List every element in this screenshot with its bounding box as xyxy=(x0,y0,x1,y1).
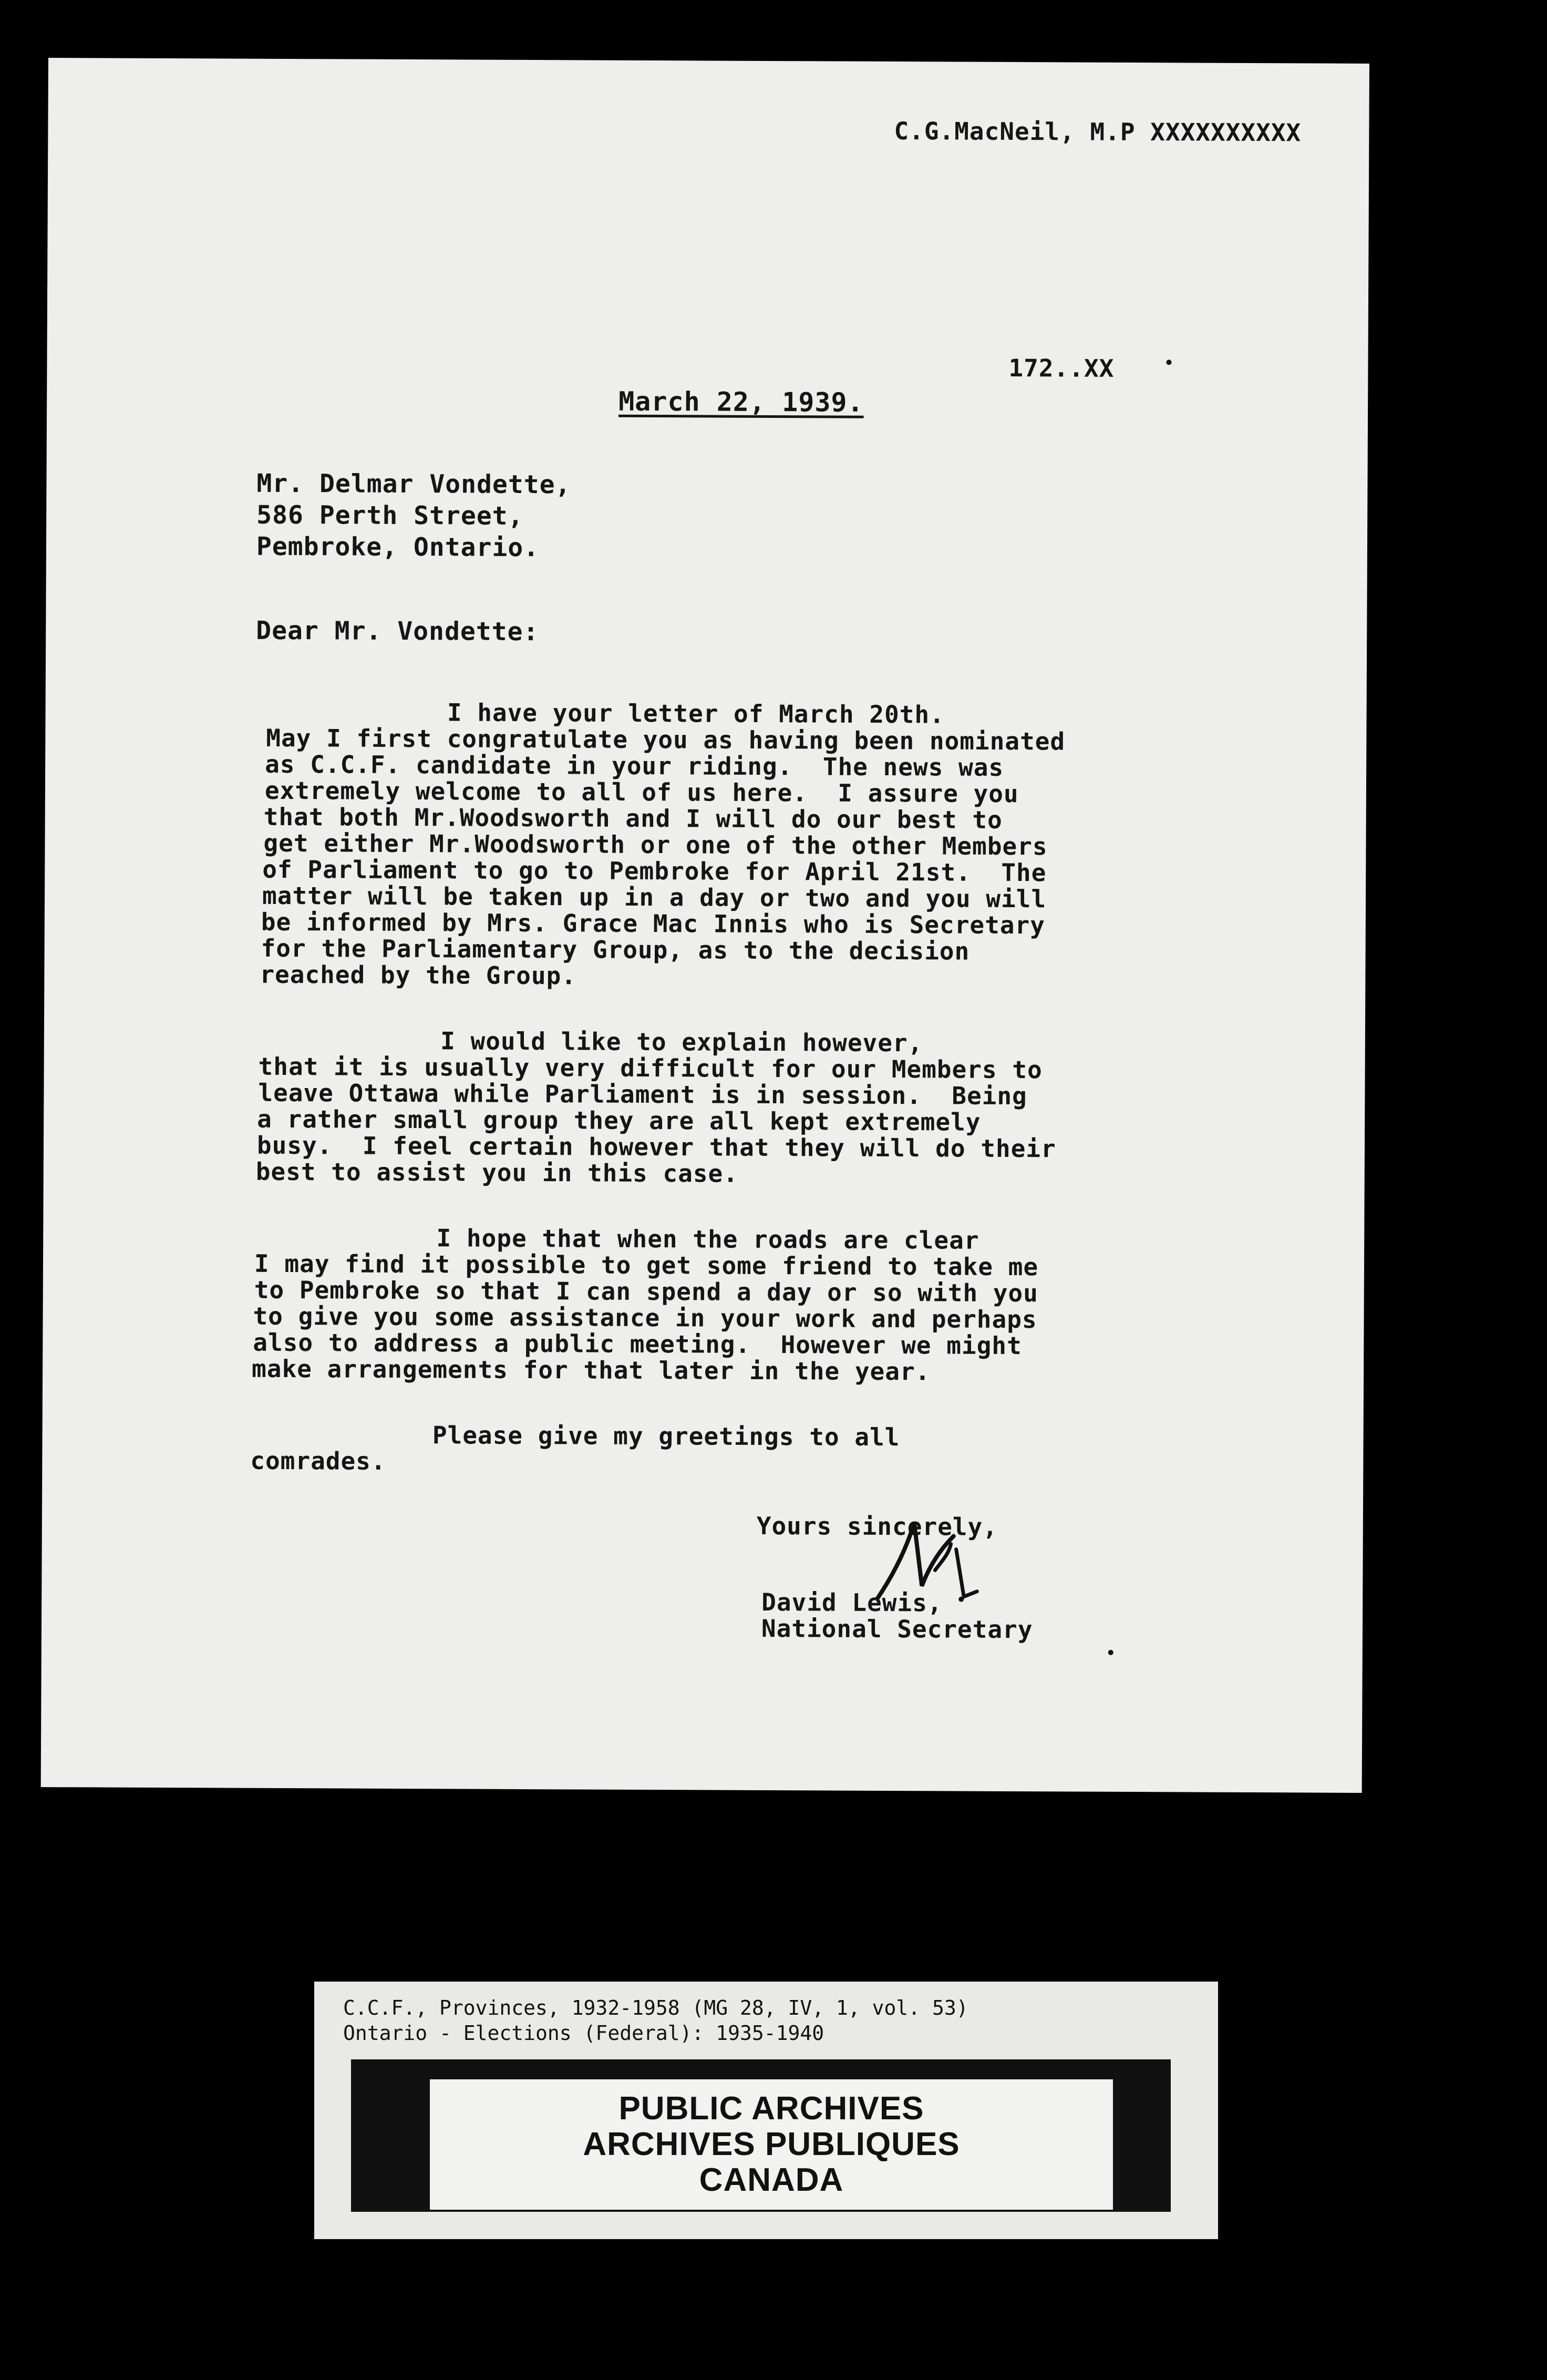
signer-name: David Lewis, xyxy=(761,1587,943,1617)
archives-stamp xyxy=(430,2079,1113,2210)
body-line: best to assist you in this case. xyxy=(255,1157,739,1188)
recipient-name: Mr. Delmar Vondette, xyxy=(256,468,571,500)
body-line: make arrangements for that later in the year. xyxy=(252,1354,931,1386)
body-line: to Pembroke so that I can spend a day or so with you xyxy=(254,1275,1038,1308)
body-line: a rather small group they are all kept extremely xyxy=(257,1104,981,1136)
file-reference: 172..XX xyxy=(1008,353,1115,383)
file-description: Ontario - Elections (Federal): 1935-1940 xyxy=(343,2022,824,2045)
stamp-line-country: CANADA xyxy=(699,2162,844,2198)
signer-title: National Secretary xyxy=(761,1614,1033,1644)
body-line: leave Ottawa while Parliament is in session. Being xyxy=(258,1078,1027,1111)
body-line: I hope that when the roads are clear xyxy=(255,1223,979,1255)
body-line: to give you some assistance in your work and perhaps xyxy=(253,1301,1037,1334)
body-line: I have your letter of March 20th. xyxy=(266,697,945,729)
archives-stamp-frame xyxy=(351,2059,1171,2212)
body-line: busy. I feel certain however that they will do their xyxy=(256,1131,1056,1163)
body-line: that both Mr.Woodsworth and I will do our best to xyxy=(263,802,1003,834)
paper-speck xyxy=(1108,1650,1113,1655)
body-line: I may find it possible to get some friend to take me xyxy=(254,1249,1039,1281)
stamp-line-english: PUBLIC ARCHIVES xyxy=(618,2090,924,2127)
recipient-city: Pembroke, Ontario. xyxy=(256,531,540,563)
letter-page xyxy=(41,58,1369,1793)
salutation: Dear Mr. Vondette: xyxy=(256,615,539,647)
body-line: Please give my greetings to all xyxy=(251,1420,900,1452)
body-line: May I first congratulate you as having been nominated xyxy=(266,723,1066,756)
body-line: that it is usually very difficult for our Members to xyxy=(258,1052,1043,1084)
archive-label xyxy=(314,1982,1218,2239)
paper-speck xyxy=(1166,360,1171,365)
body-line: as C.C.F. candidate in your riding. The news was xyxy=(265,750,1004,782)
body-line: for the Parliamentary Group, as to the decision xyxy=(261,933,970,966)
closing: Yours sincerely, xyxy=(756,1511,998,1541)
body-line: be informed by Mrs. Grace Mac Innis who is Secretary xyxy=(261,907,1046,940)
letterhead-mp: C.G.MacNeil, M.P XXXXXXXXXX xyxy=(894,117,1302,147)
body-line: comrades. xyxy=(250,1446,386,1475)
body-line: I would like to explain however, xyxy=(259,1025,923,1058)
body-line: also to address a public meeting. However we might xyxy=(253,1328,1022,1360)
body-line: extremely welcome to all of us here. I assure you xyxy=(264,776,1019,808)
stamp-line-french: ARCHIVES PUBLIQUES xyxy=(583,2126,960,2162)
body-line: get either Mr.Woodsworth or one of the other Members xyxy=(263,828,1048,861)
recipient-street: 586 Perth Street, xyxy=(256,500,524,531)
body-line: of Parliament to go to Pembroke for April 21st. The xyxy=(262,855,1047,887)
letter-date: March 22, 1939. xyxy=(618,386,864,418)
body-line: reached by the Group. xyxy=(260,960,577,990)
collection-reference: C.C.F., Provinces, 1932-1958 (MG 28, IV, 1, vol. 53) xyxy=(343,1996,968,2019)
body-line: matter will be taken up in a day or two and you will xyxy=(262,881,1047,914)
